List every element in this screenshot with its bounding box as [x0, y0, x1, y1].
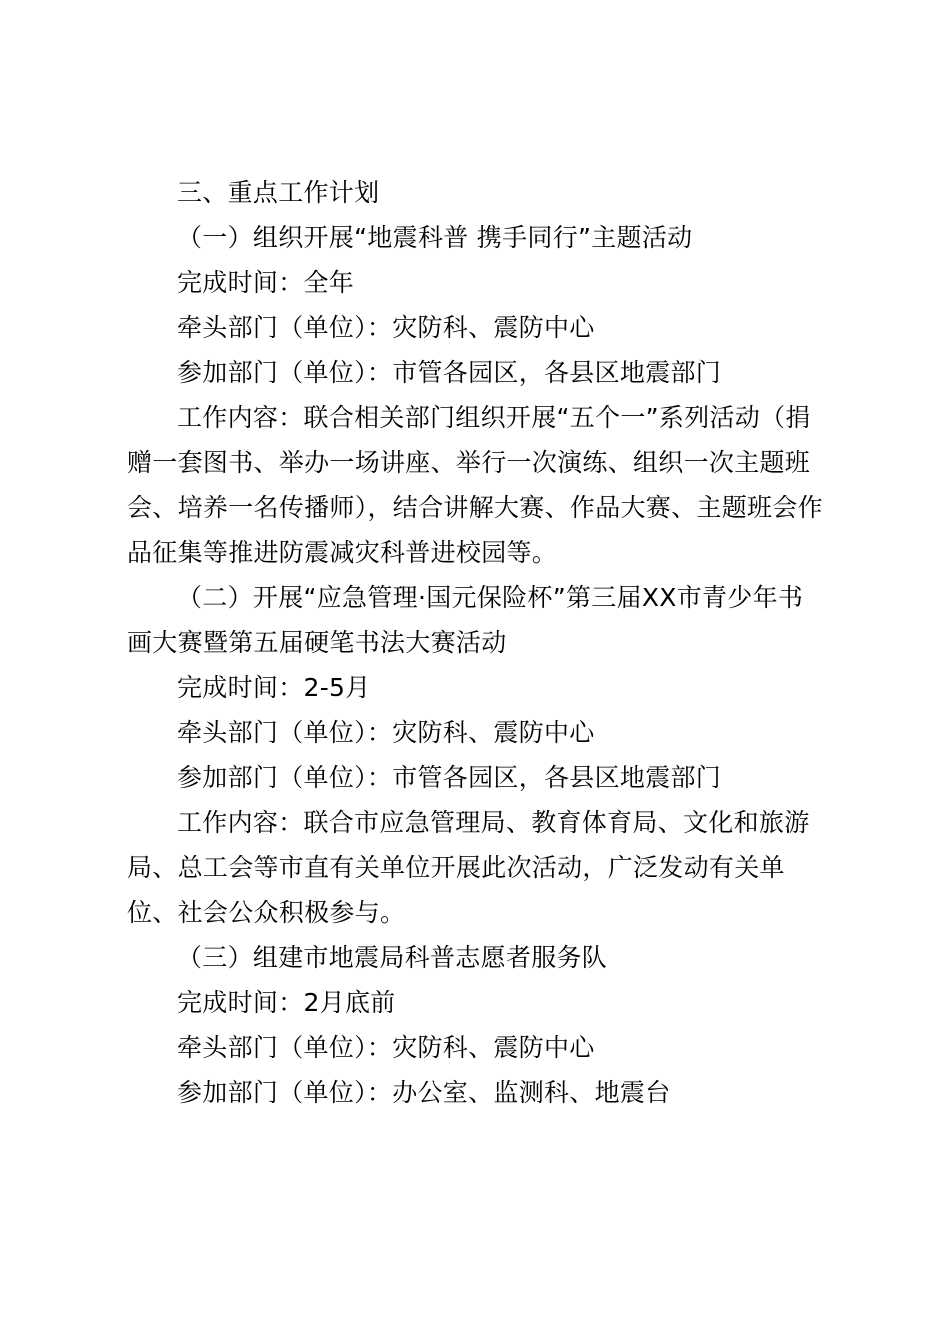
item-3-participants: 参加部门（单位）：办公室、监测科、地震台: [177, 1078, 671, 1107]
item-3-lead: 牵头部门（单位）：灾防科、震防中心: [177, 1033, 595, 1062]
item-2-participants: 参加部门（单位）：市管各园区，各县区地震部门: [177, 763, 722, 792]
item-1-participants: 参加部门（单位）：市管各园区，各县区地震部门: [177, 358, 722, 387]
document-body: [127, 170, 827, 1115]
item-1-title: （一）组织开展“地震科普 携手同行”主题活动: [177, 223, 693, 252]
section-title: 三、重点工作计划: [177, 178, 380, 207]
item-1-content: 工作内容：联合相关部门组织开展“五个一”系列活动（捐赠一套图书、举办一场讲座、举行一次演练、组织一次主题班会、培养一名传播师），结合讲解大赛、作品大赛、主题班会作品征集等推进防震减灾科普进校园等。: [127, 403, 823, 567]
item-2-content: 工作内容：联合市应急管理局、教育体育局、文化和旅游局、总工会等市直有关单位开展此次活动，广泛发动有关单位、社会公众积极参与。: [127, 808, 810, 927]
item-1-lead: 牵头部门（单位）：灾防科、震防中心: [177, 313, 595, 342]
item-2-time: 完成时间：2-5月: [177, 673, 371, 702]
item-2-lead: 牵头部门（单位）：灾防科、震防中心: [177, 718, 595, 747]
item-1-time: 完成时间：全年: [177, 268, 355, 297]
item-3-title: （三）组建市地震局科普志愿者服务队: [177, 943, 608, 972]
item-2-title: （二）开展“应急管理·国元保险杯”第三届XX市青少年书画大赛暨第五届硬笔书法大赛活动: [127, 583, 804, 657]
item-3-time: 完成时间：2月底前: [177, 988, 396, 1017]
